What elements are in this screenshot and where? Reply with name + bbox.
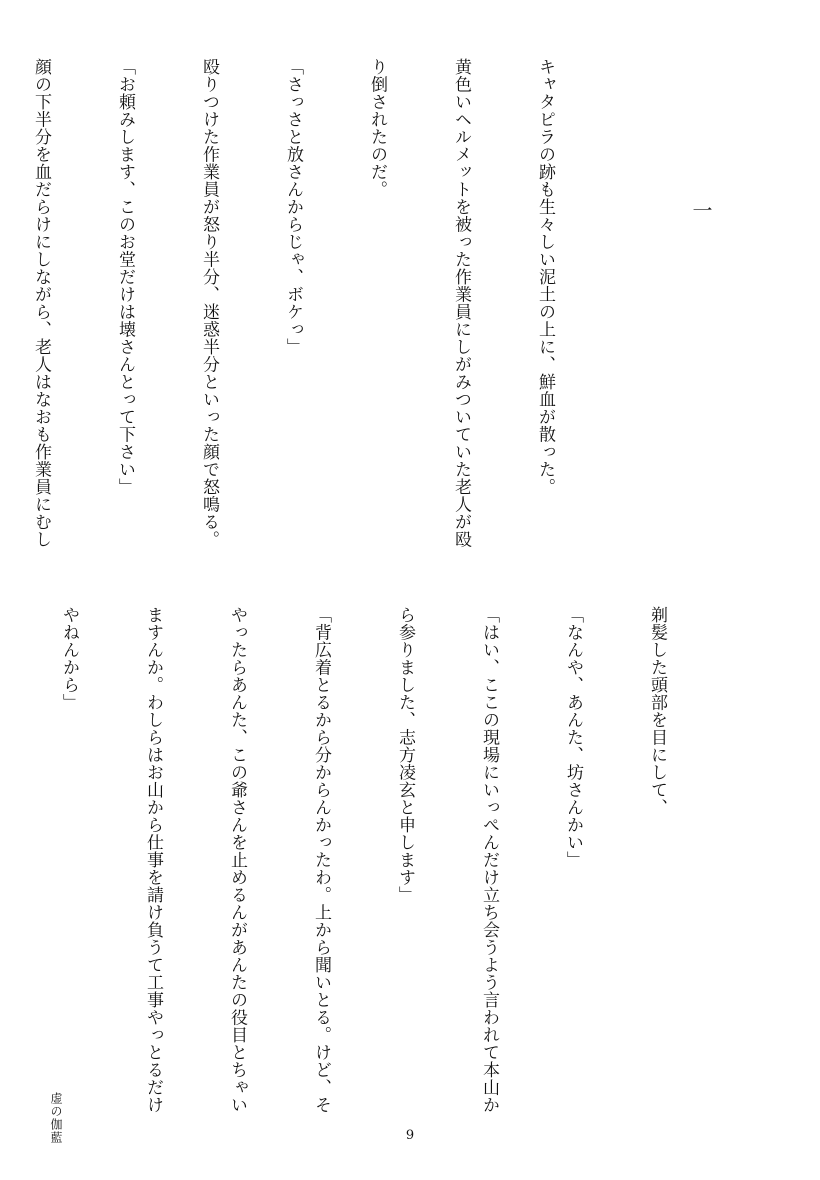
chapter-heading: 一: [689, 200, 713, 220]
text-line: 殴りつけた作業員が怒り半分、迷惑半分といった顔で怒鳴る。: [199, 58, 219, 548]
text-line: ますんか。わしらはお山から仕事を請け負うて工事やっとるだけ: [143, 606, 163, 1114]
text-line: 「なんや、あんた、坊さんかい」: [563, 606, 583, 869]
text-line: 「背広着とるから分からんかったわ。上から聞いとる。けど、そ: [311, 606, 331, 1114]
text-line: 「さっさと放さんからじゃ、ボケっ」: [283, 58, 303, 356]
text-line: キャタピラの跡も生々しい泥土の上に、鮮血が散った。: [535, 58, 555, 496]
text-line: 「はい、ここの現場にいっぺんだけ立ち会うよう言われて本山か: [479, 606, 499, 1114]
lower-text-block: [0, 606, 727, 1121]
text-line: 顔の下半分を血だらけにしながら、老人はなおも作業員にむし: [31, 58, 51, 548]
text-line: 「お頼みします、このお堂だけは壊さんとって下さい」: [115, 58, 135, 496]
page-number: 9: [405, 1128, 415, 1143]
text-line: ら参りました、志方凌玄と申します」: [395, 606, 415, 904]
text-line: 剃髪した頭部を目にして、: [647, 606, 667, 816]
upper-text-block: [0, 58, 727, 573]
text-line: やったらあんた、この爺さんを止めるんがあんたの役目とちゃい: [227, 606, 247, 1114]
text-line: やねんから」: [59, 606, 79, 711]
text-line: り倒されたのだ。: [367, 58, 387, 198]
text-line: 黄色いヘルメットを被った作業員にしがみついていた老人が殴: [451, 58, 471, 548]
running-title: 虚の伽藍: [49, 1092, 63, 1144]
